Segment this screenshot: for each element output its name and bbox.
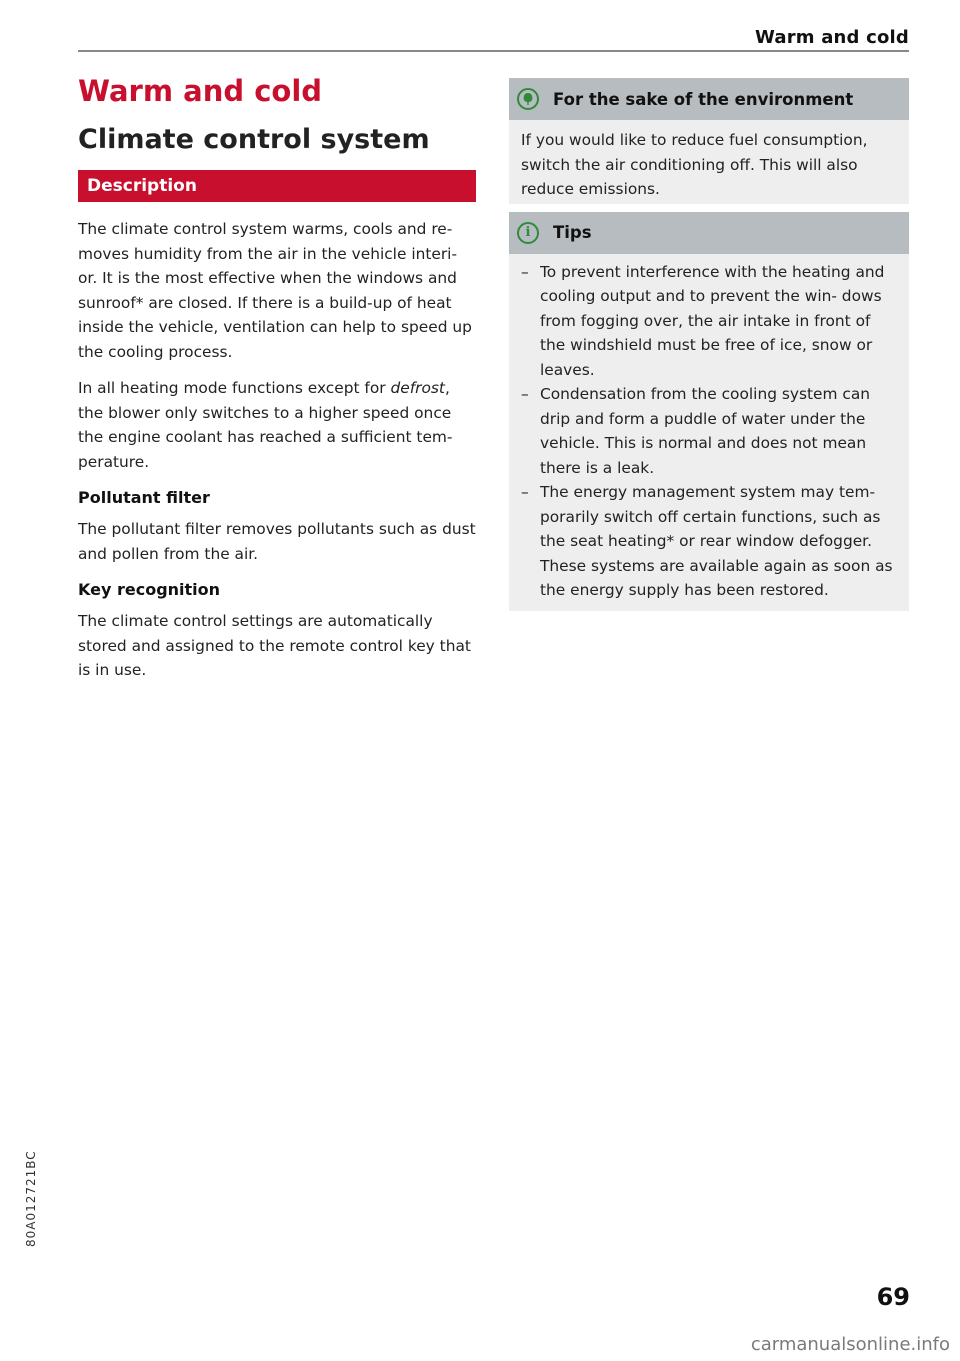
environment-box-text: If you would like to reduce fuel consumption, switch the air conditioning off. This will also reduce emissions. (521, 131, 868, 198)
info-icon: i (517, 222, 539, 244)
pollutant-filter-heading: Pollutant filter (78, 488, 210, 507)
environment-box-header (509, 78, 909, 120)
header-rule (78, 50, 909, 52)
tips-box-title: Tips (553, 223, 592, 242)
paragraph-heating-after: , the blower only switches to a higher speed once the engine coolant has reached a sufficient tem- perature. (78, 379, 453, 471)
right-column (509, 78, 909, 611)
leaf-icon (517, 88, 539, 110)
running-head: Warm and cold (754, 27, 909, 48)
chapter-title: Warm and cold (78, 74, 323, 108)
tips-box-header (509, 212, 909, 254)
environment-box-title: For the sake of the environment (553, 89, 854, 109)
paragraph-heating-before: In all heating mode functions except for (78, 379, 391, 397)
description-heading: Description (78, 170, 476, 202)
paragraph-intro: The climate control system warms, cools and re- moves humidity from the air in the vehicle interi- or. It is the most effective when the windows and sunroof* are closed. If there is a build-up of heat inside the vehicle, ventilation can help to speed up the cooling process. (78, 220, 472, 361)
tips-item: – The energy management system may tem- porarily switch off certain functions, such as the seat heating* or rear window defogger. These systems are available again as soon as the energy supply has been restored. (521, 480, 897, 603)
document-code: 80A012721BC (24, 1150, 38, 1247)
defrost-term: defrost (390, 379, 445, 397)
left-column (78, 72, 476, 695)
pollutant-filter-text: The pollutant filter removes pollutants such as dust and pollen from the air. (78, 520, 476, 563)
tips-item: – To prevent interference with the heating and cooling output and to prevent the win- dows from fogging over, the air intake in front of the windshield must be free of ice, snow or leaves. (521, 260, 897, 383)
key-recognition-text: The climate control settings are automatically stored and assigned to the remote control key that is in use. (78, 612, 471, 679)
key-recognition-heading: Key recognition (78, 580, 221, 599)
page-number: 69 (876, 1283, 910, 1311)
tips-list (509, 254, 909, 611)
section-title: Climate control system (78, 124, 430, 155)
watermark: carmanualsonline.info (750, 1334, 950, 1355)
environment-box (509, 78, 909, 204)
tips-box (509, 212, 909, 611)
tips-item: – Condensation from the cooling system can drip and form a puddle of water under the vehicle. This is normal and does not mean there is a leak. (521, 382, 897, 480)
paragraph-heating (78, 376, 476, 474)
